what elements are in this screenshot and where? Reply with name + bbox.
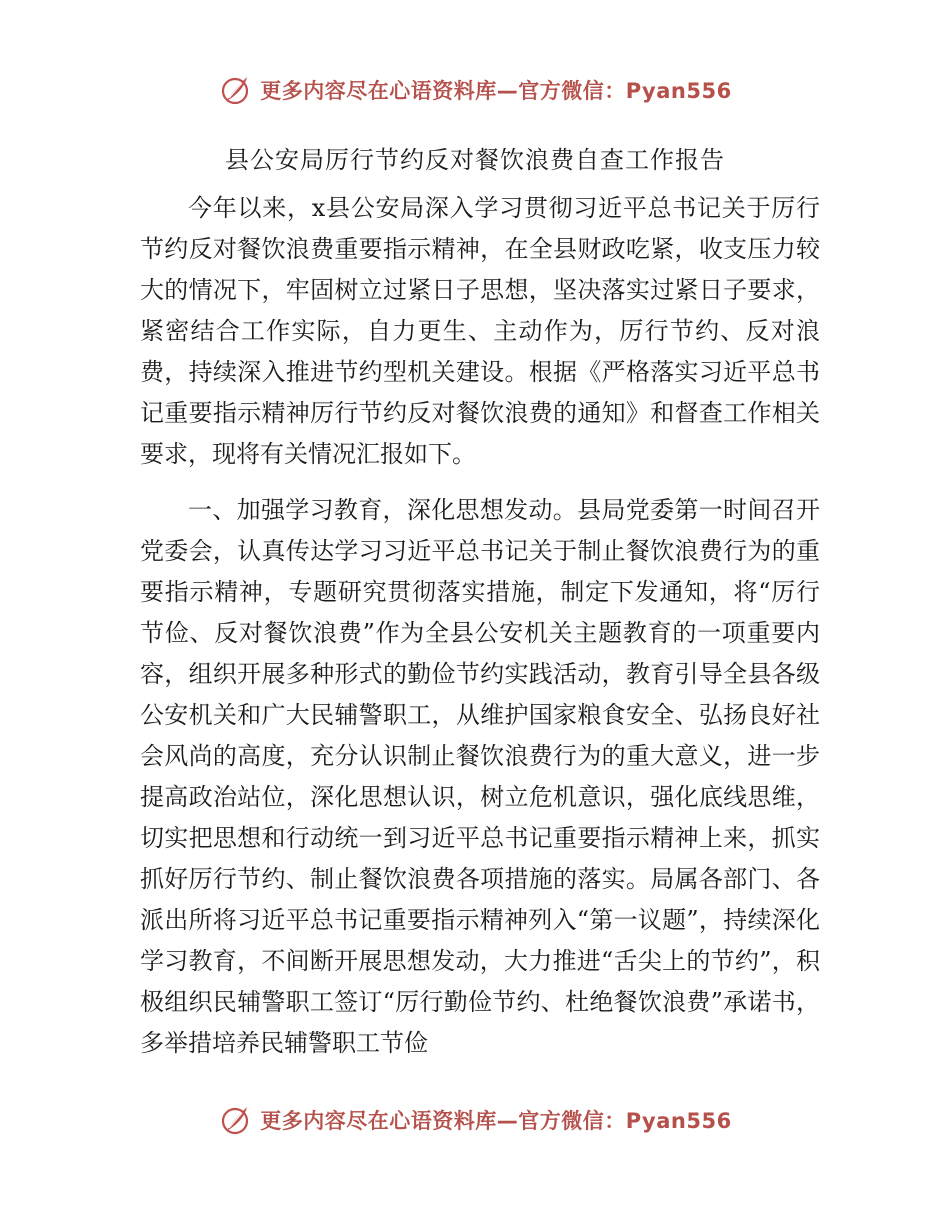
document-body xyxy=(140,188,820,1064)
watermark-banner-top xyxy=(0,70,950,110)
watermark-text: 更多内容尽在心语资料库—官方微信：Pyan556 xyxy=(260,79,732,103)
feather-pen-logo-icon xyxy=(218,1103,252,1137)
document-title: 县公安局厉行节约反对餐饮浪费自查工作报告 xyxy=(225,146,725,174)
paragraph-section-one: 一、加强学习教育，深化思想发动。县局党委第一时间召开党委会，认真传达学习习近平总书记关于制止餐饮浪费行为的重要指示精神，专题研究贯彻落实措施，制定下发通知，将“厉行节俭、反对餐饮浪费”作为全县公安机关主题教育的一项重要内容，组织开展多种形式的勤俭节约实践活动，教育引导全县各级公安机关和广大民辅警职工，从维护国家粮食安全、弘扬良好社会风尚的高度，充分认识制止餐饮浪费行为的重大意义，进一步提高政治站位，深化思想认识，树立危机意识，强化底线思维，切实把思想和行动统一到习近平总书记重要指示精神上来，抓实抓好厉行节约、制止餐饮浪费各项措施的落实。局属各部门、各派出所将习近平总书记重要指示精神列入“第一议题”，持续深化学习教育，不间断开展思想发动，大力推进“舌尖上的节约”，积极组织民辅警职工签订“厉行勤俭节约、杜绝餐饮浪费”承诺书，多举措培养民辅警职工节俭 xyxy=(140,496,820,1057)
paragraph-intro: 今年以来，x县公安局深入学习贯彻习近平总书记关于厉行节约反对餐饮浪费重要指示精神，在全县财政吃紧，收支压力较大的情况下，牢固树立过紧日子思想，坚决落实过紧日子要求，紧密结合工作实际，自力更生、主动作为，厉行节约、反对浪费，持续深入推进节约型机关建设。根据《严格落实习近平总书记重要指示精神厉行节约反对餐饮浪费的通知》和督查工作相关要求，现将有关情况汇报如下。 xyxy=(140,194,820,468)
watermark-banner-bottom xyxy=(0,1100,950,1140)
watermark-text: 更多内容尽在心语资料库—官方微信：Pyan556 xyxy=(260,1109,732,1133)
feather-pen-logo-icon xyxy=(218,73,252,107)
